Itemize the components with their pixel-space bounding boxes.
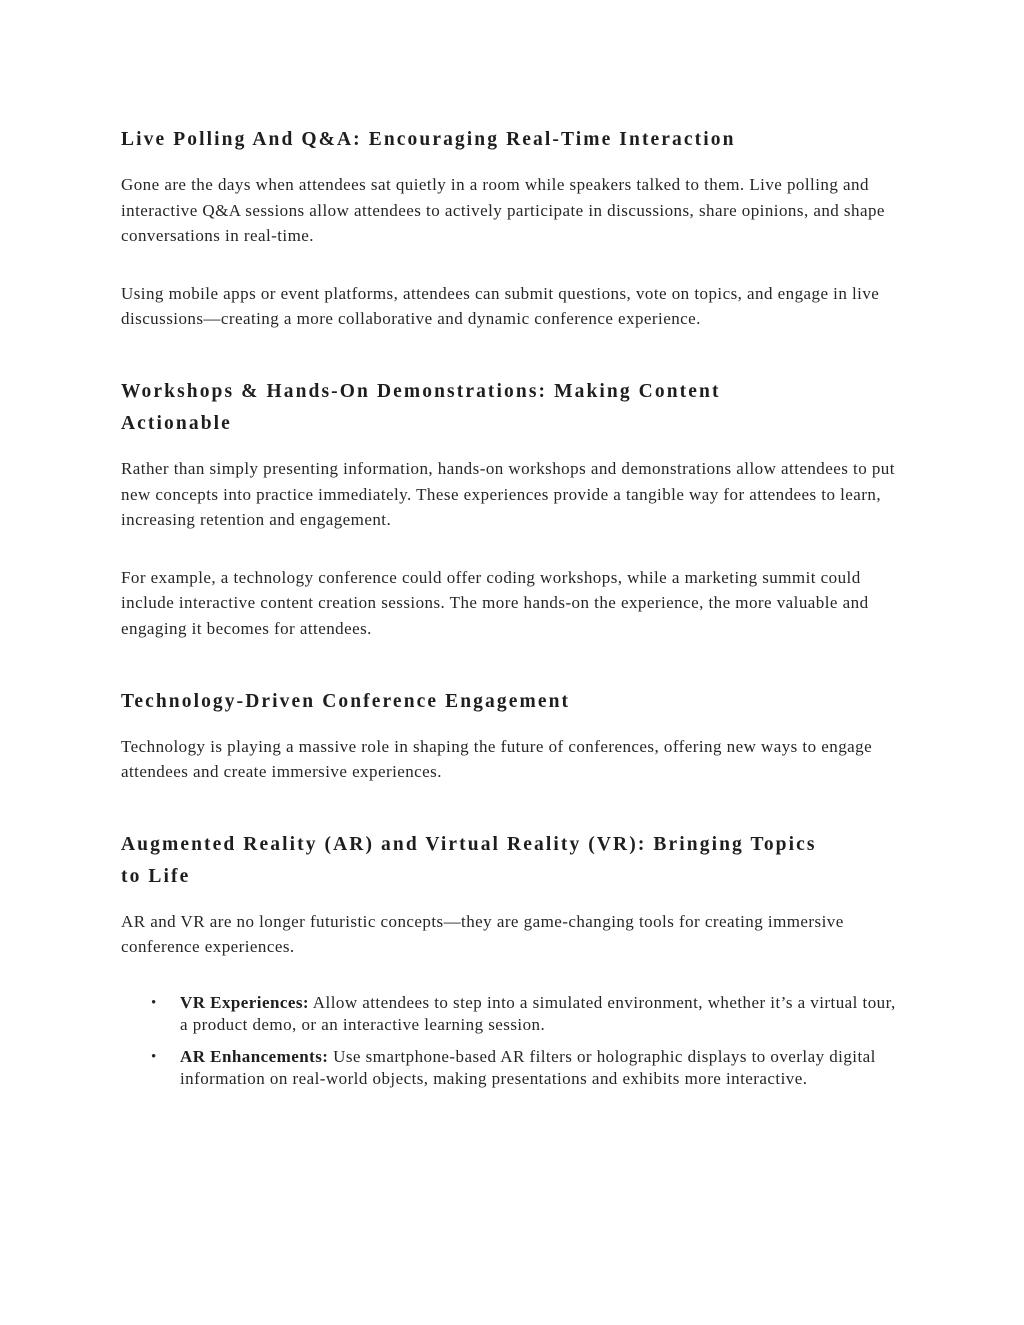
list-item-term: VR Experiences: (180, 992, 310, 1012)
list-item (121, 992, 901, 1037)
section-heading-ar-vr: Augmented Reality (AR) and Virtual Reality (VR): Bringing Topics to Life (121, 833, 817, 887)
paragraph-live-polling-1: Gone are the days when attendees sat quietly in a room while speakers talked to them. Live polling and interactive Q&A sessions allow attendees to actively participate in discussions, share opinions, and shape conversations in real-time. (121, 175, 885, 246)
list-item-text: Allow attendees to step into a simulated environment, whether it’s a virtual tour, a product demo, or an interactive learning session. (180, 992, 896, 1035)
list-item (121, 1046, 901, 1091)
document-page (121, 124, 901, 1100)
paragraph-workshops-2: For example, a technology conference could offer coding workshops, while a marketing summit could include interactive content creation sessions. The more hands-on the experience, the more valuable and engaging it becomes for attendees. (121, 567, 869, 638)
section-heading-live-polling: Live Polling And Q&A: Encouraging Real-Time Interaction (121, 129, 736, 150)
paragraph-workshops-1: Rather than simply presenting information, hands-on workshops and demonstrations allow attendees to put new concepts into practice immediately. These experiences provide a tangible way for attendees to learn, increasing retention and engagement. (121, 458, 895, 530)
list-item-text: Use smartphone-based AR filters or holographic displays to overlay digital information on real-world objects, making presentations and exhibits more interactive. (180, 1046, 876, 1089)
paragraph-live-polling-2: Using mobile apps or event platforms, attendees can submit questions, vote on topics, and engage in live discussions—creating a more collaborative and dynamic conference experience. (121, 283, 880, 329)
bullet-icon: • (151, 994, 157, 1011)
list-item-term: AR Enhancements: (180, 1046, 329, 1066)
section-heading-workshops: Workshops & Hands-On Demonstrations: Making Content Actionable (121, 380, 721, 434)
section-heading-technology: Technology-Driven Conference Engagement (121, 690, 571, 712)
bullet-list (121, 992, 901, 1091)
bullet-icon: • (151, 1048, 157, 1065)
paragraph-ar-vr-1: AR and VR are no longer futuristic concepts—they are game-changing tools for creating immersive conference experiences. (121, 911, 844, 957)
paragraph-technology-1: Technology is playing a massive role in shaping the future of conferences, offering new ways to engage attendees and create immersive experiences. (121, 736, 873, 782)
